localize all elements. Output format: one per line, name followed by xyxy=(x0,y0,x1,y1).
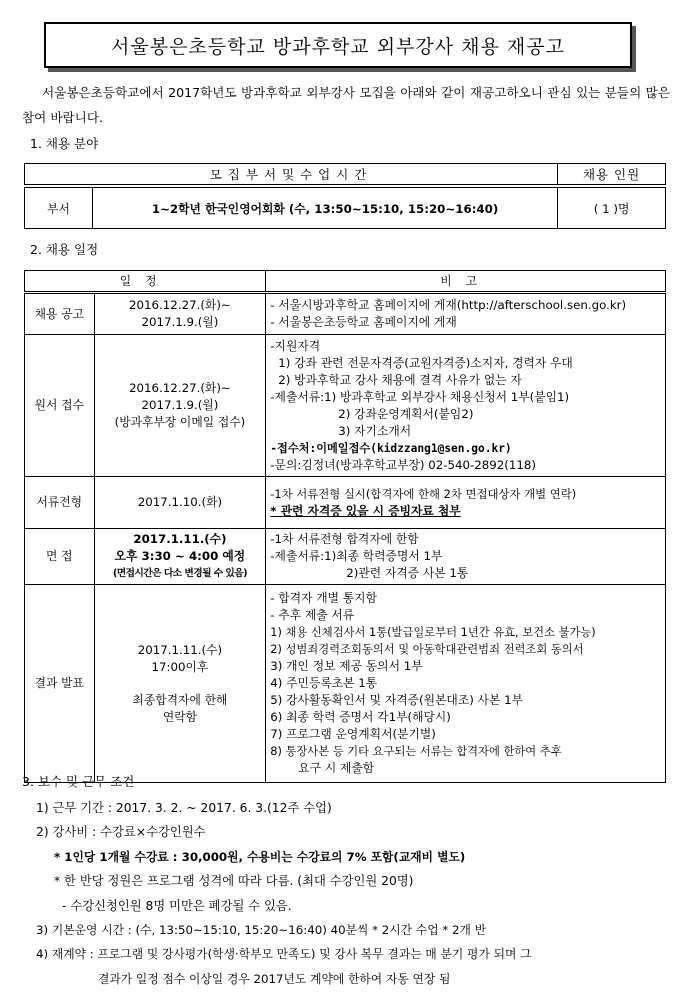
condition-item: 3) 기본운영 시간 : (수, 13:50~15:10, 15:20~16:40) 40분씩 * 2시간 수업 * 2개 반 xyxy=(36,923,487,938)
row-note xyxy=(266,477,666,529)
date-line: 2016.12.27.(화)~ xyxy=(129,298,231,312)
condition-note: - 수강신청인원 8명 미만은 폐강될 수 있음. xyxy=(62,898,292,913)
date-line: 2017.1.11.(수) xyxy=(137,642,223,657)
note-line: 8) 통장사본 등 기타 요구되는 서류는 합격자에 한하여 추후 xyxy=(270,745,562,758)
row-note xyxy=(266,585,666,783)
schedule-row xyxy=(25,335,666,477)
date-line: 2017.1.11.(수) xyxy=(133,532,227,546)
note-line: 1) 강좌 관련 전문자격증(교원자격증)소지자, 경력자 우대 xyxy=(278,355,573,370)
note-line: -1차 서류전형 합격자에 한함 xyxy=(270,532,419,546)
note-line: -제출서류:1) 방과후학교 외부강사 채용신청서 1부(붙임1) xyxy=(270,389,570,404)
note-line: 3) 개인 정보 제공 동의서 1부 xyxy=(270,659,423,673)
recruit-count: ( 1 )명 xyxy=(558,186,666,229)
row-note xyxy=(266,529,666,585)
note-line: 2) 성범죄경력조회동의서 및 아동학대관련범죄 전력조회 동의서 xyxy=(270,643,584,656)
note-line: - 서울시방과후학교 홈페이지에 게재(http://afterschool.sen.go.kr) xyxy=(270,298,627,312)
note-line: 2) 방과후학교 강사 채용에 결격 사유가 없는 자 xyxy=(278,372,522,387)
note-line: - 추후 제출 서류 xyxy=(270,608,355,622)
condition-item: 1) 근무 기간 : 2017. 3. 2. ~ 2017. 6. 3.(12주 수업) xyxy=(36,801,332,815)
row-date xyxy=(94,585,266,783)
note-line: -지원자격 xyxy=(270,338,321,353)
date-line: (방과후부장 이메일 접수) xyxy=(114,415,246,429)
note-line: -1차 서류전형 실시(합격자에 한해 2차 면접대상자 개별 연락) xyxy=(270,486,577,501)
note-line: - 서울봉은초등학교 홈페이지에 게재 xyxy=(270,315,457,329)
row-label: 채용 공고 xyxy=(25,293,95,335)
section-3-heading: 3. 보수 및 근무 조건 xyxy=(22,774,135,789)
row-date xyxy=(94,529,266,585)
note-line: 6) 최종 학력 증명서 각1부(해당시) xyxy=(270,710,451,724)
date-line: 2017.1.9.(월) xyxy=(141,315,219,329)
recruit-header-field: 모집부서및수업시간 xyxy=(25,164,558,187)
condition-item: 2) 강사비 : 수강료×수강인원수 xyxy=(36,825,206,840)
note-line: 4) 주민등록초본 1통 xyxy=(270,676,378,690)
note-line: 7) 프로그램 운영계획서(분기별) xyxy=(270,727,436,741)
date-line: 오후 3:30 ~ 4:00 예정 xyxy=(114,549,246,563)
conditions-list xyxy=(22,796,682,991)
recruit-class-info: 1~2학년 한국인영어회화 (수, 13:50~15:10, 15:20~16:40) xyxy=(92,186,557,229)
date-line: 17:00이후 xyxy=(151,659,209,674)
date-line: 2017.1.10.(화) xyxy=(137,495,223,509)
section-1-heading: 1. 채용 분야 xyxy=(30,136,99,151)
page-title xyxy=(44,22,632,68)
condition-item: 결과가 일정 점수 이상일 경우 2017년도 계약에 한하여 자동 연장 됨 xyxy=(98,971,451,986)
schedule-row xyxy=(25,477,666,529)
date-line: 최종합격자에 한해 xyxy=(132,692,228,707)
row-date xyxy=(94,293,266,335)
note-line: 2) 강좌운영계획서(붙임2) xyxy=(338,406,474,421)
title-text: 서울봉은초등학교 방과후학교 외부강사 채용 재공고 xyxy=(111,35,565,58)
date-line: 2017.1.9.(월) xyxy=(141,398,219,412)
condition-note: * 한 반당 정원은 프로그램 성격에 따라 다름. (최대 수강인원 20명) xyxy=(54,874,414,889)
note-line: * 관련 자격증 있을 시 증빙자료 첨부 xyxy=(270,503,461,518)
recruit-header-count: 채용 인원 xyxy=(558,164,666,187)
schedule-row xyxy=(25,293,666,335)
note-line: - 합격자 개별 통지함 xyxy=(270,591,377,605)
intro-paragraph xyxy=(22,80,670,130)
schedule-header-date: 일정 xyxy=(25,271,266,293)
row-label: 결과 발표 xyxy=(25,585,95,783)
note-line: -문의:김정녀(방과후학교부장) 02-540-2892(118) xyxy=(270,457,537,472)
date-line: (면접시간은 다소 변경될 수 있음) xyxy=(112,568,248,579)
recruit-dept-label: 부서 xyxy=(25,186,93,229)
intro-text: 서울봉은초등학교에서 2017학년도 방과후학교 외부강사 모집을 아래와 같이 재공고하오니 관심 있는 분들의 많은 참여 바랍니다. xyxy=(22,85,670,125)
note-line: 3) 자기소개서 xyxy=(338,423,412,438)
schedule-row xyxy=(25,585,666,783)
note-line-email: -접수처:이메일접수(kidzzang1@sen.go.kr) xyxy=(270,441,512,455)
date-line: 연락함 xyxy=(162,709,198,724)
note-line: 1) 채용 신체검사서 1통(발급일로부터 1년간 유효, 보건소 불가능) xyxy=(270,626,596,639)
row-date xyxy=(94,477,266,529)
schedule-row xyxy=(25,529,666,585)
note-line: 요구 시 제출함 xyxy=(298,761,375,775)
row-label: 면 접 xyxy=(25,529,95,585)
note-line: 5) 강사활동확인서 및 자격증(원본대조) 사본 1부 xyxy=(270,693,523,707)
date-line: 2016.12.27.(화)~ xyxy=(129,381,231,395)
row-note xyxy=(266,293,666,335)
schedule-header-note: 비고 xyxy=(266,271,666,293)
note-line: -제출서류:1)최종 학력증명서 1부 xyxy=(270,549,443,563)
recruit-table xyxy=(24,163,666,229)
condition-note: * 1인당 1개월 수강료 : 30,000원, 수용비는 수강료의 7% 포함(교재비 별도) xyxy=(54,849,466,864)
schedule-table xyxy=(24,270,666,783)
row-label: 원서 접수 xyxy=(25,335,95,477)
row-label: 서류전형 xyxy=(25,477,95,529)
section-2-heading: 2. 채용 일정 xyxy=(30,242,99,257)
row-note xyxy=(266,335,666,477)
row-date xyxy=(94,335,266,477)
condition-item: 4) 재계약 : 프로그램 및 강사평가(학생·학부모 만족도) 및 강사 복무 결과는 매 분기 평가 되며 그 xyxy=(36,947,532,962)
note-line: 2)관련 자격증 사본 1통 xyxy=(346,566,469,580)
